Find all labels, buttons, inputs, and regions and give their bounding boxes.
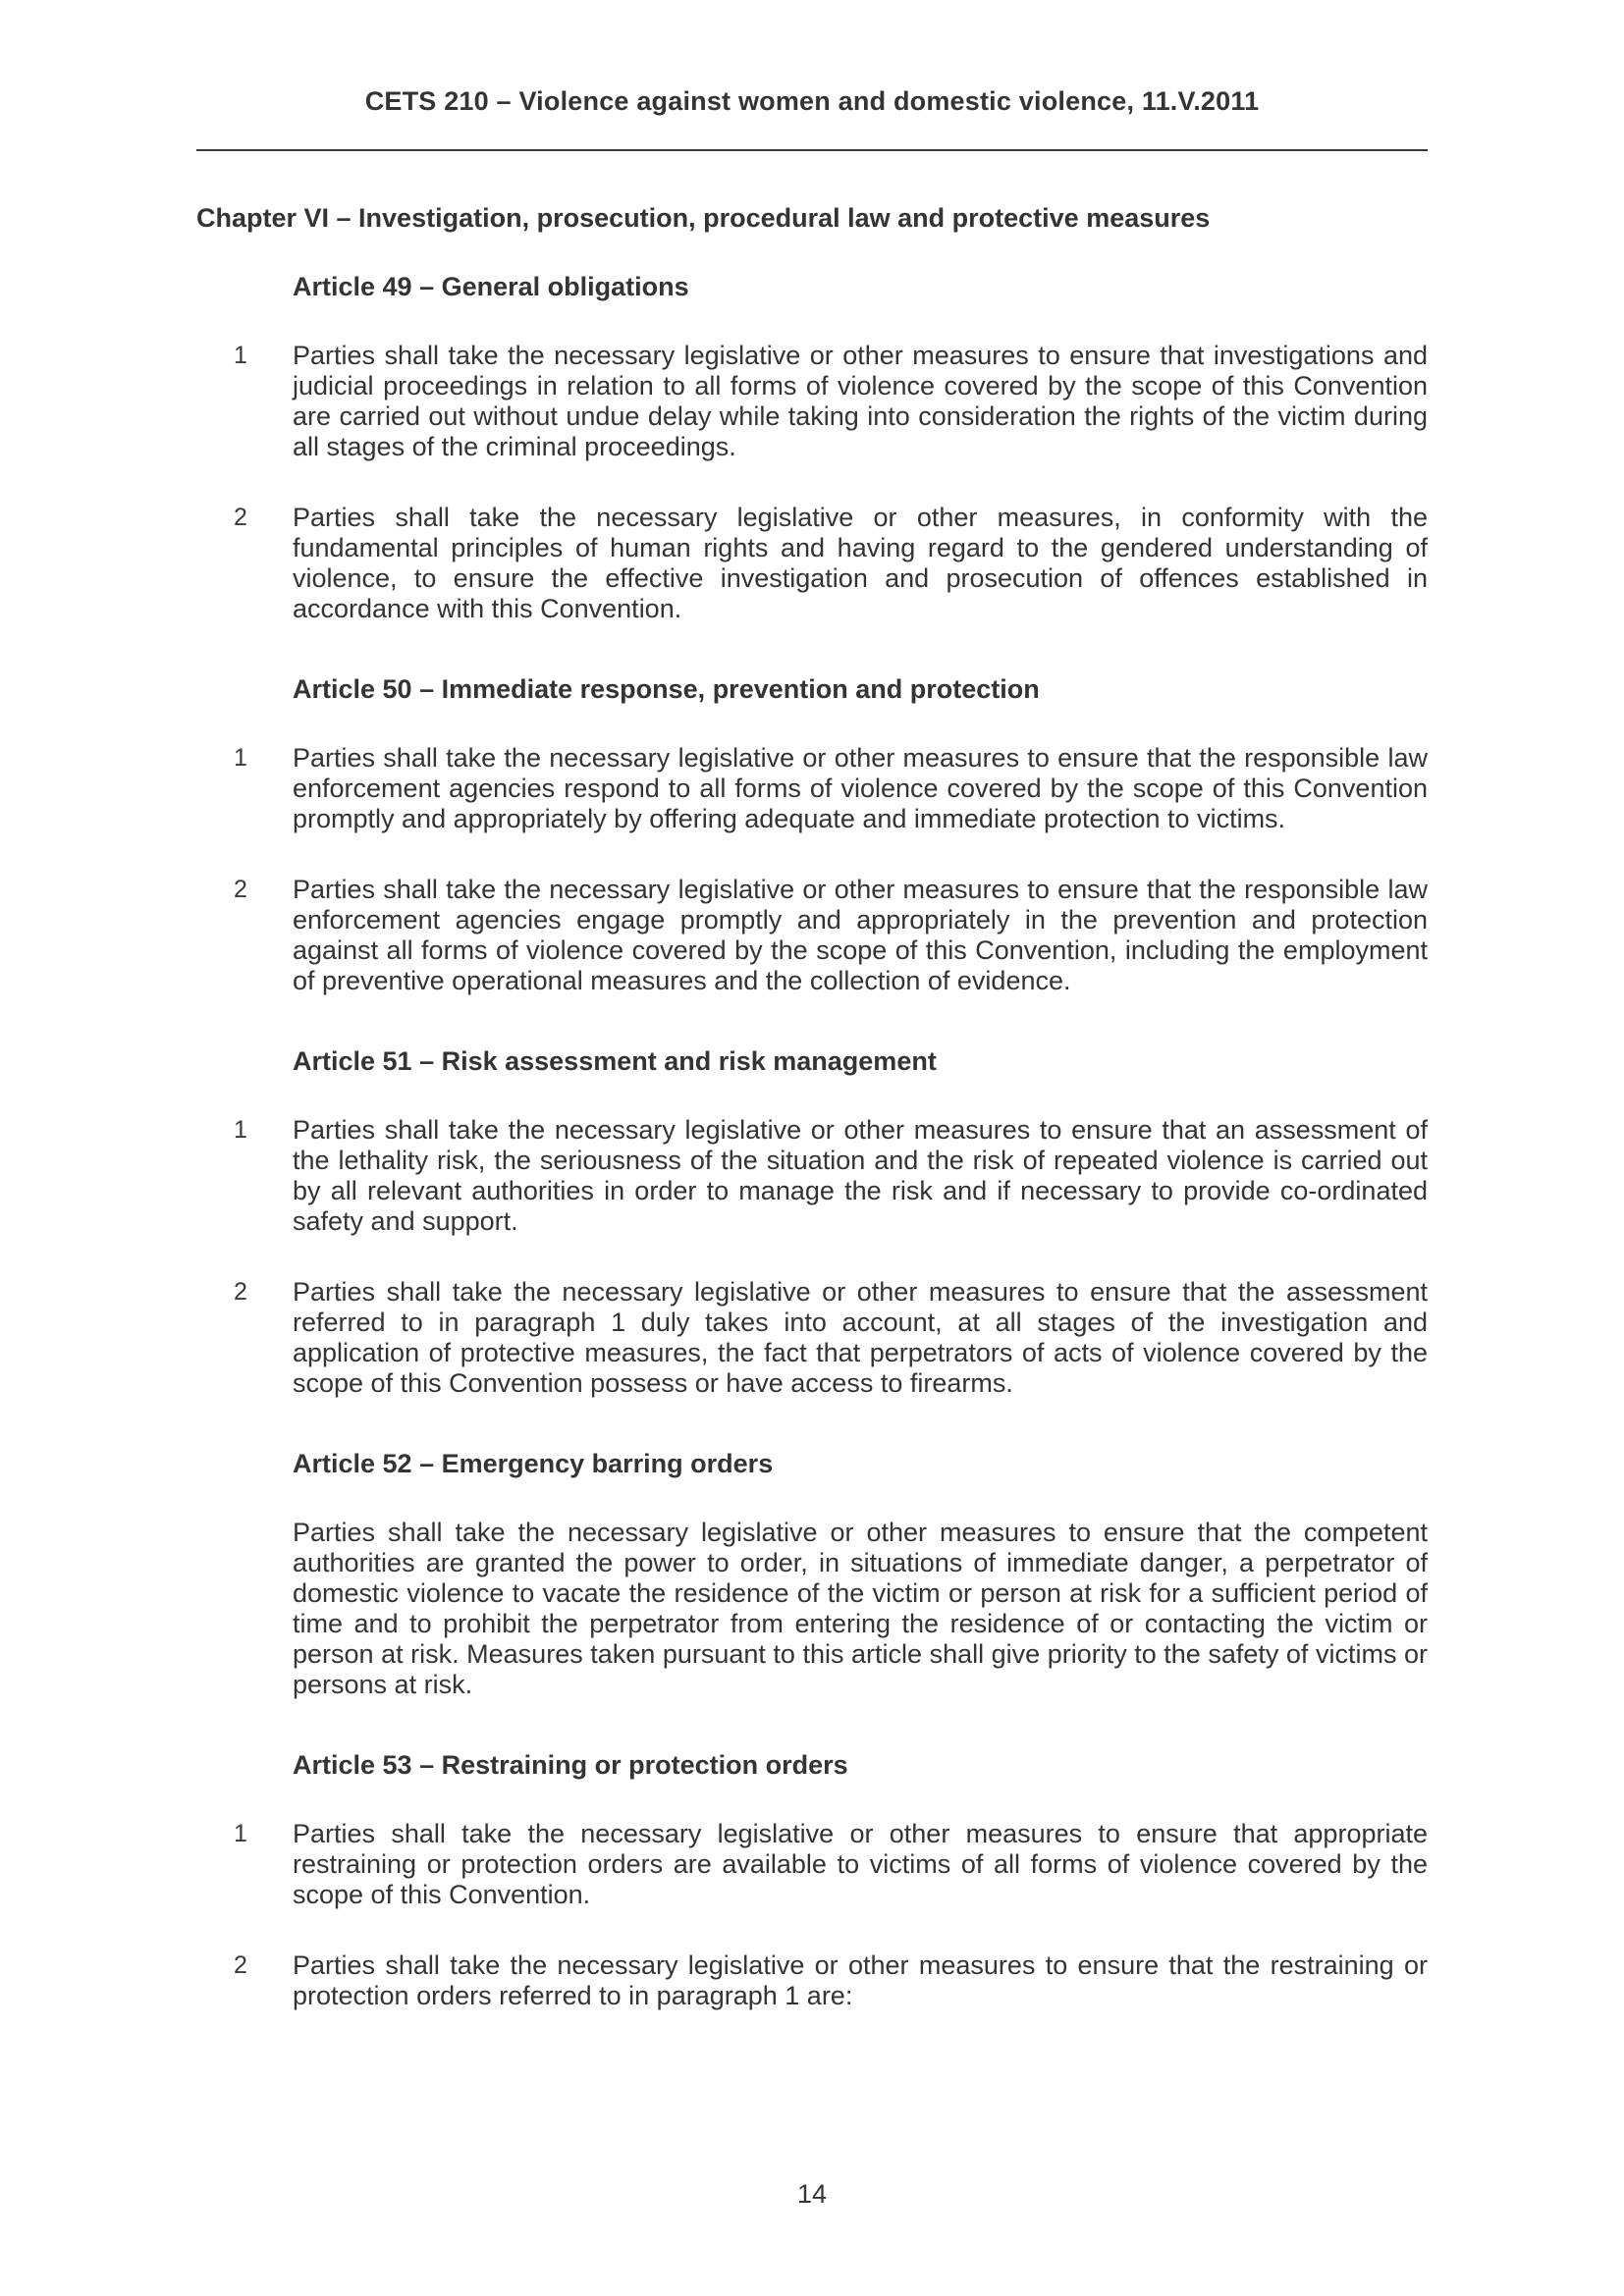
article-title: Article 49 – General obligations <box>293 272 689 301</box>
paragraph-text: Parties shall take the necessary legislative or other measures to ensure that an assessment of the lethality risk, the seriousness of the situation and the risk of repeated violence is carried out by all relevant authorities in order to manage the risk and if necessary to provide co-ordinated safety and support. <box>293 1115 1428 1236</box>
paragraph-text: Parties shall take the necessary legislative or other measures to ensure that the restraining or protection orders referred to in paragraph 1 are: <box>293 1950 1428 2010</box>
paragraph-text: Parties shall take the necessary legislative or other measures, in conformity with the fundamental principles of human rights and having regard to the gendered understanding of violence, to ensure the effective investigation and prosecution of offences established in accordance with this Convention. <box>293 503 1428 623</box>
paragraph-text: Parties shall take the necessary legislative or other measures to ensure that the competent authorities are granted the power to order, in situations of immediate danger, a perpetrator of domestic violence to vacate the residence of the victim or person at risk for a sufficient period of time and to prohibit the perpetrator from entering the residence of or contacting the victim or person at risk. Measures taken pursuant to this article shall give priority to the safety of victims or persons at risk. <box>293 1518 1428 1699</box>
header-title: CETS 210 – Violence against women and domestic violence, 11.V.2011 <box>364 86 1260 116</box>
paragraph <box>293 1518 1428 1700</box>
article-title: Article 50 – Immediate response, prevention and protection <box>293 674 1040 704</box>
paragraph-number: 2 <box>234 876 247 903</box>
article-50 <box>196 674 1428 996</box>
article-53 <box>196 1750 1428 2011</box>
paragraph-number: 1 <box>234 744 247 772</box>
page-header <box>196 86 1428 151</box>
paragraph-text: Parties shall take the necessary legislative or other measures to ensure that the responsible law enforcement agencies respond to all forms of violence covered by the scope of this Convention promptly and appropriately by offering adequate and immediate protection to victims. <box>293 743 1428 833</box>
paragraph <box>234 503 1428 624</box>
paragraph-number: 2 <box>234 504 247 531</box>
paragraph-text: Parties shall take the necessary legislative or other measures to ensure that the assessment referred to in paragraph 1 duly takes into account, at all stages of the investigation and application of protective measures, the fact that perpetrators of acts of violence covered by the scope of this Convention possess or have access to firearms. <box>293 1277 1428 1398</box>
article-title: Article 52 – Emergency barring orders <box>293 1449 774 1478</box>
paragraph <box>234 1277 1428 1399</box>
paragraph <box>234 1819 1428 1910</box>
article-51 <box>196 1046 1428 1399</box>
paragraph-number: 2 <box>234 1278 247 1306</box>
paragraph-text: Parties shall take the necessary legislative or other measures to ensure that appropriate restraining or protection orders are available to victims of all forms of violence covered by the scope of this Convention. <box>293 1819 1428 1909</box>
paragraph <box>234 1115 1428 1237</box>
article-52 <box>196 1449 1428 1700</box>
paragraph-number: 1 <box>234 342 247 369</box>
paragraph <box>234 743 1428 834</box>
paragraph-text: Parties shall take the necessary legislative or other measures to ensure that the responsible law enforcement agencies engage promptly and appropriately in the prevention and protection against all forms of violence covered by the scope of this Convention, including the employment of preventive operational measures and the collection of evidence. <box>293 875 1428 995</box>
page-number: 14 <box>796 2179 828 2209</box>
paragraph-text: Parties shall take the necessary legislative or other measures to ensure that investigations and judicial proceedings in relation to all forms of violence covered by the scope of this Convention are carried out without undue delay while taking into consideration the rights of the victim during all stages of the criminal proceedings. <box>293 341 1428 461</box>
paragraph <box>234 1950 1428 2011</box>
article-49 <box>196 272 1428 624</box>
article-title: Article 53 – Restraining or protection orders <box>293 1750 848 1780</box>
header-rule <box>196 149 1428 151</box>
article-title: Article 51 – Risk assessment and risk management <box>293 1046 937 1076</box>
paragraph-number: 2 <box>234 1951 247 1979</box>
paragraph <box>234 875 1428 996</box>
page-footer <box>0 2179 1624 2210</box>
paragraph-number: 1 <box>234 1116 247 1144</box>
chapter-title: Chapter VI – Investigation, prosecution, procedural law and protective measures <box>196 203 1211 233</box>
paragraph-number: 1 <box>234 1820 247 1847</box>
paragraph <box>234 341 1428 462</box>
